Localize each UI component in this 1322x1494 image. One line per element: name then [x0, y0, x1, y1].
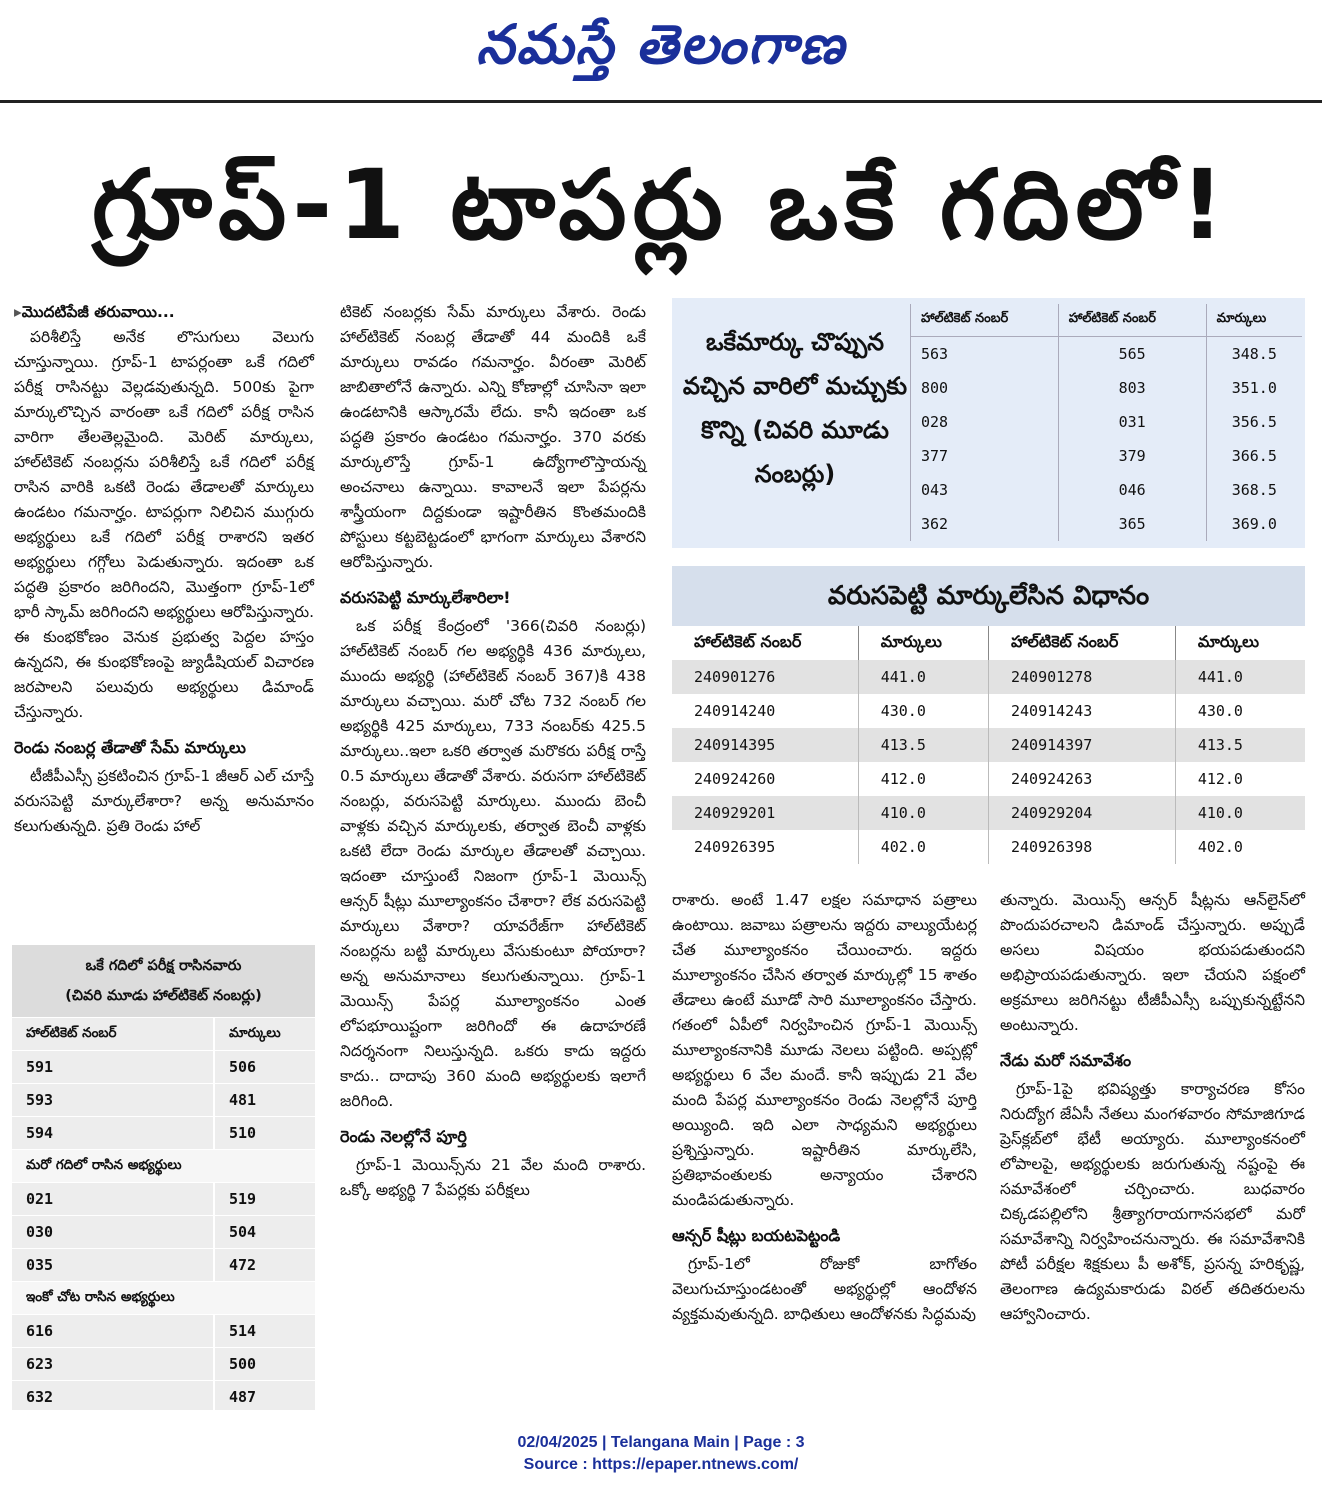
paragraph: పరిశీలిస్తే అనేక లొసుగులు వెలుగు చూస్తున్నాయి. గ్రూప్-1 టాపర్లంతా ఒకే గదిలో పరీక్ష రాసినట్టు వెల్లడవుతున్నది. 500కు పైగా మార్కులొచ్చిన వారంతా ఒకే గదిలో పరీక్ష రాసిన వారిగా తేలతెల్లమైంది. మెరిట్ మార్కులు, హాల్‌టికెట్ నంబర్లను పరిశీలిస్తే ఒకే గదిలో పరీక్ష రాసిన వారికి ఒకటి రెండు తేడాలతో మార్కులు ఉండటం గమనార్హం. టాపర్లుగా నిలిచిన ముగ్గురు అభ్యర్థులు ఒకే గదిలో పరీక్ష రాశారని ఇతర అభ్యర్థులు గగ్గోలు పెడుతున్నారు. ఇదంతా ఒక పద్ధతి ప్రకారం జరిగిందని, మొత్తంగా గ్రూప్-1లో భారీ స్కామ్ జరిగిందని అభ్యర్థులు ఆరోపిస్తున్నారు. ఈ కుంభకోణం వెనుక ప్రభుత్వ పెద్దల హస్తం ఉన్నదని, ఈ కుంభకోణంపై జ్యుడీషియల్ విచారణ జరపాలని పలువురు అభ్యర్థులు డిమాండ్ చేస్తున్నారు. — [14, 328, 314, 721]
table-row: 591 506 — [12, 1051, 315, 1084]
table-row: 377 379 366.5 — [911, 439, 1303, 473]
table-row: 240929201 410.0 240929204 410.0 — [672, 796, 1305, 830]
table-row: 593 481 — [12, 1084, 315, 1117]
table — [12, 1017, 315, 1413]
table-row: 240926395 402.0 240926398 402.0 — [672, 830, 1305, 864]
table-row: 043 046 368.5 — [911, 473, 1303, 507]
footer-source-link[interactable]: Source : https://epaper.ntnews.com/ — [523, 1456, 799, 1473]
masthead-rule — [0, 100, 1322, 103]
table-row: 563 565 348.5 — [911, 337, 1303, 372]
page-footer — [0, 1432, 1322, 1476]
paragraph: రాశారు. అంటే 1.47 లక్షల సమాధాన పత్రాలు ఉంటాయి. జవాబు పత్రాలను ఇద్దరు వాల్యుయేటర్ల చేత మూల్యాంకనం చేయించారు. ఇద్దరు మూల్యాంకనం చేసిన తర్వాత మార్కుల్లో 15 శాతం తేడాలు ఉంటే మూడో సారి మూల్యాంకనం చేస్తారు. గతంలో ఏపీలో నిర్వహించిన గ్రూప్-1 మెయిన్స్ మూల్యాంకనానికి మూడు నెలలు పట్టింది. అప్పట్లో అభ్యర్థులు 6 వేల మందే. కానీ ఇప్పుడు 21 వేల మంది పేపర్ల మూల్యాంకనం రెండు నెలల్లోనే పూర్తి అయ్యింది. ఇది ఎలా సాధ్యమని అభ్యర్థులు ప్రశ్నిస్తున్నారు. ఇష్టారీతిన మార్కులేసి, ప్రతిభావంతులకు అన్యాయం చేశారని మండిపడుతున్నారు. — [672, 891, 977, 1209]
headline: గ్రూప్-1 టాపర్లు ఒకే గదిలో! — [91, 149, 1231, 261]
table-row: 240924260 412.0 240924263 412.0 — [672, 762, 1305, 796]
table-title: వరుసపెట్టి మార్కులేసిన విధానం — [672, 566, 1305, 626]
same-marks-table — [672, 298, 1305, 548]
paragraph: ఒక పరీక్ష కేంద్రంలో '366(చివరి నంబర్లు) హాల్‌టికెట్ నంబర్ గల అభ్యర్థికి 436 మార్కులు, ముందు అభ్యర్థి (హాల్‌టికెట్ నంబర్ 367)కి 438 మార్కులు వచ్చాయి. మరో చోట 732 నంబర్ గల అభ్యర్థికి 425 మార్కులు, 733 నంబర్‌కు 425.5 మార్కులు..ఇలా ఒకరి తర్వాత మరొకరు పరీక్ష రాస్తే 0.5 మార్కులు తేడాతో వేశారు. వరుసగా హాల్‌టికెట్ నంబర్లు, వరుసపెట్టి మార్కులు. ముందు బెంచీ వాళ్లకు వచ్చిన మార్కులకు, తర్వాత బెంచీ వాళ్లకు ఒకటి లేదా రెండు మార్కుల తేడాలతో వచ్చాయి. ఇదంతా చూస్తుంటే నిజంగా గ్రూప్-1 మెయిన్స్ ఆన్సర్ షీట్లు మూల్యాంకనం చేశారా? లేక వరుసపెట్టి మార్కులు వేశారా? యావరేజ్‌గా హాల్‌టికెట్ నంబర్లను బట్టి మార్కులు వేసుకుంటూ పోయారా? అన్న అనుమానాలు కలుగుతున్నాయి. గ్రూప్-1 మెయిన్స్ పేపర్ల మూల్యాంకనం ఎంత లోపభూయిష్టంగా జరిగిందో ఈ ఉదాహరణే నిదర్శనంగా నిలుస్తున్నది. ఒకరు కాదు ఇద్దరు కాదు.. దాదాపు 360 మంది అభ్యర్థులకు ఇలాగే జరిగింది. — [340, 617, 646, 1110]
table-row: 616 514 — [12, 1315, 315, 1348]
table-header: హాల్‌టికెట్ నంబర్ హాల్‌టికెట్ నంబర్ మార్కులు — [911, 304, 1303, 337]
table-section: ఇంకో చోట రాసిన అభ్యర్థులు — [12, 1282, 315, 1315]
table-row: 632 487 — [12, 1381, 315, 1414]
masthead-logo: నమస్తే తెలంగాణ — [476, 12, 846, 76]
table-header: హాల్‌టికెట్ నంబర్ మార్కులు హాల్‌టికెట్ నంబర్ మార్కులు — [672, 626, 1305, 660]
sequential-marks-table — [672, 566, 1305, 874]
masthead — [0, 0, 1322, 92]
article-column-1 — [14, 300, 314, 839]
table-row: 240914240 430.0 240914243 430.0 — [672, 694, 1305, 728]
subheading: రెండు నంబర్ల తేడాతో సేమ్ మార్కులు — [14, 738, 246, 757]
subheading: వరుసపెట్టి మార్కులేశారిలా! — [340, 588, 511, 607]
table-title: ఒకే గదిలో పరీక్ష రాసినవారు (చివరి మూడు హాల్‌టికెట్ నంబర్లు) — [12, 945, 315, 1017]
kicker: ▸ మొదటిపేజీ తరువాయి... — [14, 300, 314, 325]
paragraph: గ్రూప్-1పై భవిష్యత్తు కార్యాచరణ కోసం నిరుద్యోగ జేఏసీ నేతలు మంగళవారం సోమాజిగూడ ప్రెస్‌క్లబ్‌లో భేటీ అయ్యారు. మూల్యాంకనంలో లోపాలపై, అభ్యర్థులకు జరుగుతున్న నష్టంపై ఈ సమావేశంలో చర్చించారు. బుధవారం చిక్కడపల్లిలోని శ్రీత్యాగరాయగానసభలో మరో సమావేశాన్ని నిర్వహించనున్నారు. ఈ సమావేశానికి పోటీ పరీక్షల శిక్షకులు పీ అశోక్, ప్రసన్న హరికృష్ణ, తెలంగాణ ఉద్యమకారుడు విఠల్ తదితరులను ఆహ్వానించారు. — [1000, 1080, 1305, 1323]
table — [910, 304, 1302, 541]
table-row: 623 500 — [12, 1348, 315, 1381]
paragraph: తున్నారు. మెయిన్స్ ఆన్సర్ షీట్లను ఆన్‌లైన్‌లో పొందుపరచాలని డిమాండ్ చేస్తున్నారు. అప్పుడే అసలు విషయం భయపడుతుందని అభిప్రాయపడుతున్నారు. ఇలా చేయని పక్షంలో అక్రమాలు జరిగినట్టు టీజీపీఎస్సీ ఒప్పుకున్నట్టేనని అంటున్నారు. — [1000, 891, 1305, 1034]
table-row: 028 031 356.5 — [911, 405, 1303, 439]
paragraph: టీజీపీఎస్సీ ప్రకటించిన గ్రూప్-1 జీఆర్ ఎల్ చూస్తే వరుసపెట్టి మార్కులేశారా? అన్న అనుమానం కలుగుతున్నది. ప్రతి రెండు హాల్ — [14, 767, 314, 835]
table — [672, 626, 1305, 864]
table-row: 240914395 413.5 240914397 413.5 — [672, 728, 1305, 762]
article-column-4 — [1000, 888, 1305, 1327]
footer-date-line: 02/04/2025 | Telangana Main | Page : 3 — [517, 1434, 805, 1451]
table-row: 800 803 351.0 — [911, 371, 1303, 405]
same-room-table — [12, 945, 315, 1410]
table-row: 362 365 369.0 — [911, 507, 1303, 541]
paragraph: గ్రూప్-1 మెయిన్స్‌ను 21 వేల మంది రాశారు. ఒక్కో అభ్యర్థి 7 పేపర్లకు పరీక్షలు — [340, 1156, 646, 1199]
table-label: ఒకేమార్కు చొప్పున వచ్చిన వారిలో మచ్చుకు కొన్ని (చివరి మూడు నంబర్లు) — [682, 328, 908, 488]
table-row: 030 504 — [12, 1216, 315, 1249]
table-header: హాల్‌టికెట్ నంబర్ మార్కులు — [12, 1018, 315, 1051]
table-section: మరో గదిలో రాసిన అభ్యర్థులు — [12, 1150, 315, 1183]
subheading: రెండు నెలల్లోనే పూర్తి — [340, 1127, 467, 1146]
paragraph: గ్రూప్-1లో రోజుకో బాగోతం వెలుగుచూస్తుండటంతో అభ్యర్థుల్లో ఆందోళన వ్యక్తమవుతున్నది. బాధితులు ఆందోళనకు సిద్ధమవు — [672, 1255, 977, 1323]
subheading: ఆన్సర్ షీట్లు బయటపెట్టండి — [672, 1226, 841, 1245]
paragraph: టికెట్ నంబర్లకు సేమ్ మార్కులు వేశారు. రెండు హాల్‌టికెట్ నంబర్ల తేడాతో 44 మందికి ఒకే మార్కులు రావడం గమనార్హం. వీరంతా మెరిట్ జాబితాలోనే ఉన్నారు. ఎన్ని కోణాల్లో చూసినా ఇలా ఉండటానికి ఆస్కారమే లేదు. కానీ ఇదంతా ఒక పద్ధతి ప్రకారం ఉండటం గమనార్హం. 370 వరకు మార్కులొస్తే గ్రూప్-1 ఉద్యోగాలొస్తాయన్న అంచనాలు ఉన్నాయి. కావాలనే ఇలా పేపర్లను శాస్త్రీయంగా దిద్దకుండా ఇష్టారీతిన కొంతమందికి పోస్టులు కట్టబెట్టడంలో భాగంగా మార్కులు వేశారని ఆరోపిస్తున్నారు. — [340, 303, 646, 571]
table-row: 240901276 441.0 240901278 441.0 — [672, 660, 1305, 694]
table-row: 594 510 — [12, 1117, 315, 1150]
article-column-2 — [340, 300, 646, 1203]
table-row: 035 472 — [12, 1249, 315, 1282]
table-row: 021 519 — [12, 1183, 315, 1216]
subheading: నేడు మరో సమావేశం — [1000, 1051, 1132, 1070]
article-column-3 — [672, 888, 977, 1327]
